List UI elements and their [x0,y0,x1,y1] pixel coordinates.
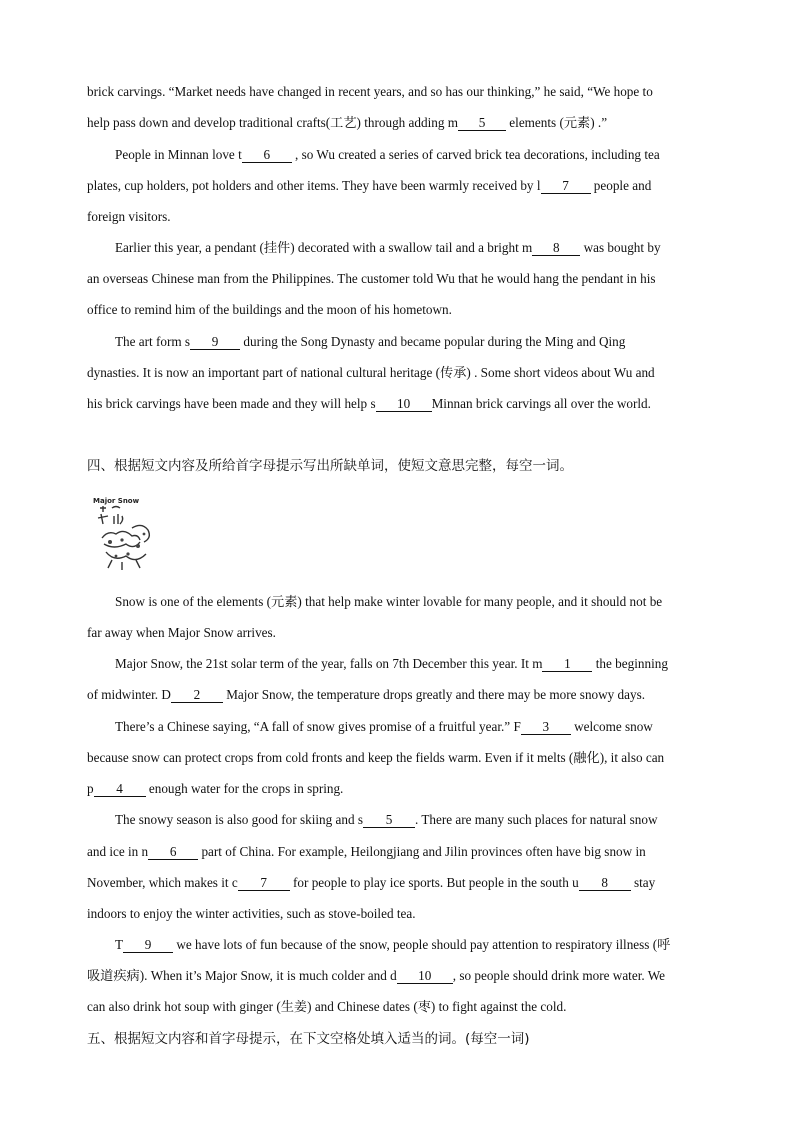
answer-blank-5[interactable]: 5 [458,116,506,131]
text: indoors to enjoy the winter activities, such as stove-boiled tea. [87,906,416,921]
text: Major Snow, the 21st solar term of the year, falls on 7th December this year. It m [115,656,543,671]
answer-blank-6[interactable]: 6 [242,148,292,163]
section-heading: 四、根据短文内容及所给首字母提示写出所缺单词，使短文意思完整，每空一词。 [87,458,573,474]
passage-line [87,843,707,861]
text: People in Minnan love t [115,147,242,162]
passage-line [87,364,707,382]
text: we have lots of fun because of the snow, people should pay attention to respiratory illness (呼 [173,937,671,952]
illustration-svg [92,494,164,576]
answer-blank-4[interactable]: 4 [94,782,146,797]
passage-line [87,624,707,642]
text: brick carvings. “Market needs have changed in recent years, and so has our thinking,” he said, “We hope to [87,84,653,99]
passage-line [115,936,707,954]
passage-line [87,177,707,195]
text: , so Wu created a series of carved brick tea decorations, including tea [291,147,660,162]
passage-line [115,239,707,257]
text: people and [590,178,652,193]
answer-blank-7[interactable]: 7 [541,179,591,194]
text: part of China. For example, Heilongjiang and Jilin provinces often have big snow in [198,844,646,859]
text: can also drink hot soup with ginger (生姜) and Chinese dates (枣) to fight against the cold. [87,999,567,1014]
passage-line [115,333,707,351]
answer-blank-8[interactable]: 8 [532,241,580,256]
passage-line [115,811,707,829]
text: T [115,937,124,952]
text: November, which makes it c [87,875,238,890]
passage-line [115,146,707,164]
text: and ice in n [87,844,149,859]
passage-line [87,83,707,101]
passage-line [87,749,707,767]
text: foreign visitors. [87,209,171,224]
passage-line [87,114,707,132]
major-snow-illustration [92,494,164,576]
text: . There are many such places for natural snow [414,812,658,827]
answer-blank-1[interactable]: 1 [542,657,592,672]
passage-line [87,686,707,704]
answer-blank-6[interactable]: 6 [148,845,198,860]
text: an overseas Chinese man from the Philippines. The customer told Wu that he would hang the pendant in his [87,271,656,286]
passage-line [87,395,707,413]
passage-line [115,593,707,611]
text: help pass down and develop traditional crafts(工艺) through adding m [87,115,458,130]
answer-blank-5[interactable]: 5 [363,813,415,828]
passage-line [87,998,707,1016]
text: Minnan brick carvings all over the world. [431,396,651,411]
text: dynasties. It is now an important part of national cultural heritage (传承) . Some short videos about Wu and [87,365,655,380]
illustration-caption: Major Snow [93,497,140,505]
passage-line [87,905,707,923]
text: the beginning [592,656,668,671]
passage-line [87,301,707,319]
text: stay [630,875,656,890]
text: was bought by [580,240,661,255]
answer-blank-3[interactable]: 3 [521,720,571,735]
answer-blank-9[interactable]: 9 [190,335,240,350]
text: his brick carvings have been made and they will help s [87,396,376,411]
text: Earlier this year, a pendant (挂件) decorated with a swallow tail and a bright m [115,240,533,255]
answer-blank-2[interactable]: 2 [171,688,223,703]
text: enough water for the crops in spring. [145,781,344,796]
passage-line [87,270,707,288]
passage-line [87,967,707,985]
text: because snow can protect crops from cold fronts and keep the fields warm. Even if it melts (融化), it also can [87,750,665,765]
passage-line [87,780,707,798]
passage-line [115,718,707,736]
section-heading: 五、根据短文内容和首字母提示，在下文空格处填入适当的词。(每空一词) [87,1031,530,1047]
text: The snowy season is also good for skiing and s [115,812,363,827]
text: plates, cup holders, pot holders and other items. They have been warmly received by l [87,178,541,193]
answer-blank-7[interactable]: 7 [238,876,290,891]
text: for people to play ice sports. But people in the south u [289,875,579,890]
text: p [87,781,94,796]
text: 吸道疾病). When it’s Major Snow, it is much colder and d [87,968,397,983]
text: There’s a Chinese saying, “A fall of snow gives promise of a fruitful year.” F [115,719,521,734]
answer-blank-9[interactable]: 9 [123,938,173,953]
passage-line [87,874,707,892]
answer-blank-8[interactable]: 8 [579,876,631,891]
text: The art form s [115,334,191,349]
answer-blank-10[interactable]: 10 [397,969,453,984]
text: elements (元素) .” [506,115,608,130]
text: welcome snow [570,719,653,734]
text: Snow is one of the elements (元素) that help make winter lovable for many people, and it should not be [115,594,663,609]
text: far away when Major Snow arrives. [87,625,276,640]
passage-line [87,208,707,226]
answer-blank-10[interactable]: 10 [376,397,432,412]
text: during the Song Dynasty and became popular during the Ming and Qing [240,334,626,349]
text: of midwinter. D [87,687,171,702]
text: , so people should drink more water. We [452,968,665,983]
text: Major Snow, the temperature drops greatly and there may be more snowy days. [222,687,646,702]
passage-line [115,655,707,673]
text: office to remind him of the buildings and the moon of his hometown. [87,302,452,317]
